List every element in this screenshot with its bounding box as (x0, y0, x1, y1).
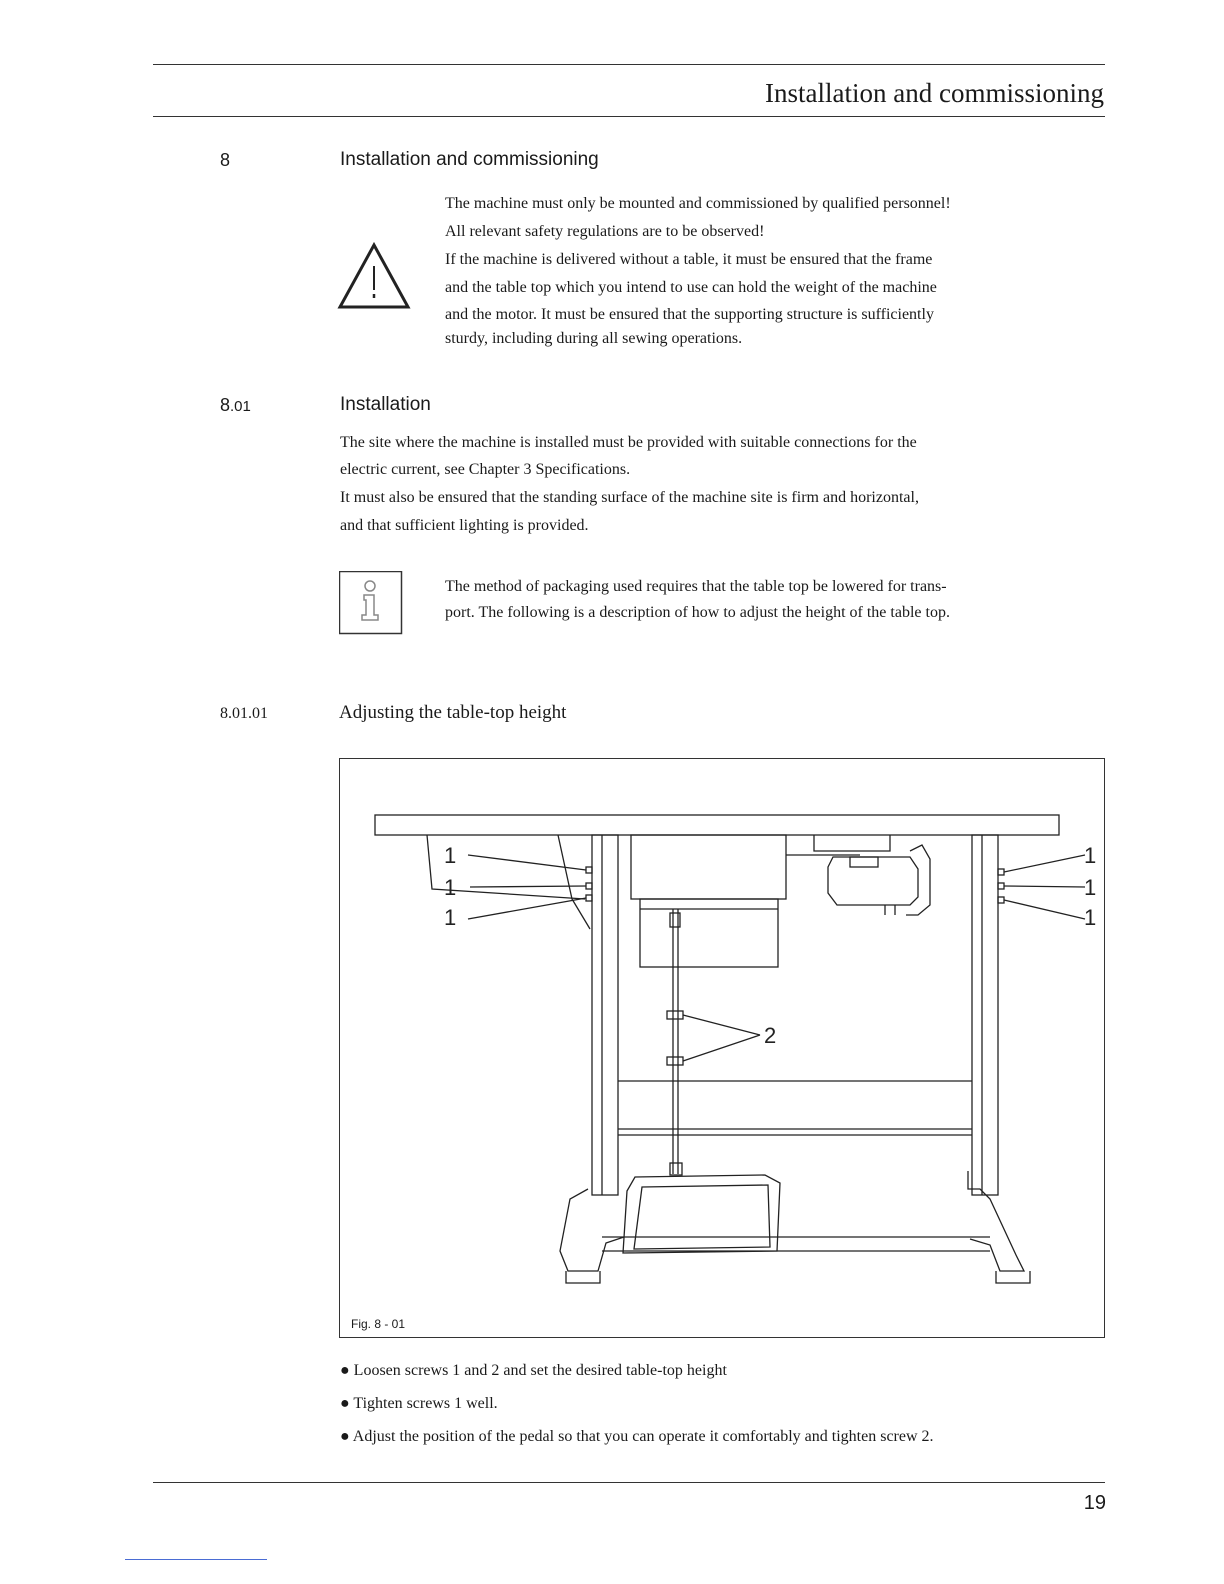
callout-1-right-top: 1 (1084, 843, 1097, 868)
warning-line: The machine must only be mounted and commissioned by qualified personnel! (445, 195, 951, 212)
step-item: ● Loosen screws 1 and 2 and set the desired table-top height (340, 1362, 727, 1379)
section-8-01-number-sub: .01 (230, 398, 251, 415)
warning-line: If the machine is delivered without a table, it must be ensured that the frame (445, 251, 933, 268)
step-item: ● Adjust the position of the pedal so that you can operate it comfortably and tighten screw 2. (340, 1428, 934, 1445)
body-line: electric current, see Chapter 3 Specifications. (340, 461, 631, 478)
callout-1-left-mid: 1 (444, 875, 457, 900)
footer-rule (153, 1482, 1105, 1483)
warning-line: and the motor. It must be ensured that the supporting structure is sufficiently (445, 306, 934, 323)
section-8-number: 8 (220, 150, 231, 170)
steps-list (340, 1362, 934, 1461)
warning-text (445, 190, 951, 350)
section-8-01-number-main: 8 (220, 395, 231, 415)
info-text (445, 574, 950, 626)
running-title: Installation and commissioning (765, 78, 1104, 108)
table-drawing (340, 759, 1104, 1337)
section-8-01-title: Installation (340, 394, 431, 415)
figure-caption: Fig. 8 - 01 (351, 1317, 406, 1331)
header-top-rule (153, 64, 1105, 65)
figure-table-frame (339, 758, 1105, 1338)
body-line: and that sufficient lighting is provided. (340, 517, 589, 534)
link-underline (125, 1559, 267, 1560)
callout-1-left-bottom: 1 (444, 905, 457, 930)
installation-body (340, 430, 919, 540)
section-8-title: Installation and commissioning (340, 149, 599, 170)
section-8-01-01-title: Adjusting the table-top height (339, 702, 567, 723)
callout-1-left-top: 1 (444, 843, 457, 868)
info-icon (339, 571, 402, 634)
warning-line: All relevant safety regulations are to be observed! (445, 223, 765, 240)
header-bottom-rule (153, 116, 1105, 117)
info-line: port. The following is a description of how to adjust the height of the table top. (445, 604, 950, 621)
callout-1-right-bottom: 1 (1084, 905, 1097, 930)
page-number: 19 (1083, 1492, 1106, 1514)
section-8-01-number (220, 395, 251, 416)
body-line: It must also be ensured that the standing surface of the machine site is firm and horizontal, (340, 489, 919, 506)
warning-line: sturdy, including during all sewing operations. (445, 330, 743, 347)
body-line: The site where the machine is installed must be provided with suitable connections for the (340, 434, 917, 451)
section-8-01-01-number: 8.01.01 (220, 705, 268, 722)
warning-line: and the table top which you intend to use can hold the weight of the machine (445, 279, 937, 296)
warning-triangle-icon (337, 242, 411, 310)
callout-1-right-mid: 1 (1084, 875, 1097, 900)
callout-2: 2 (764, 1023, 777, 1048)
step-item: ● Tighten screws 1 well. (340, 1395, 498, 1412)
info-line: The method of packaging used requires that the table top be lowered for trans- (445, 578, 947, 595)
